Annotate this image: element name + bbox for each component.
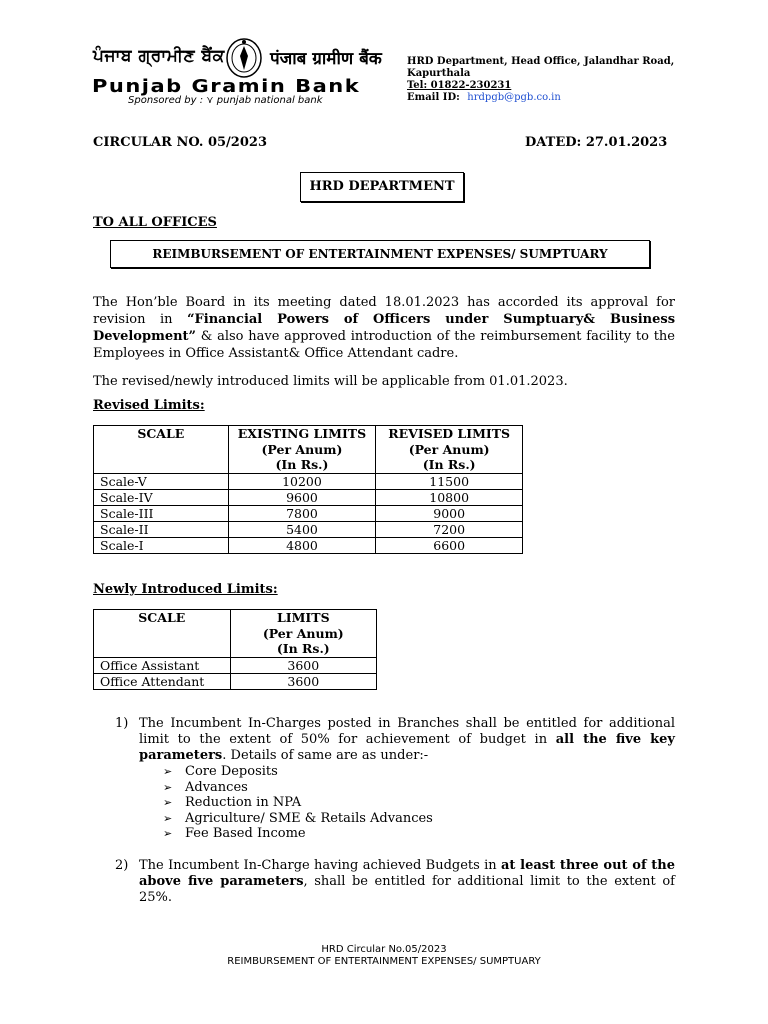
table-header-row bbox=[94, 426, 523, 474]
point-text-b: . Details of same are as under:- bbox=[222, 748, 429, 763]
list-item-text: Fee Based Income bbox=[185, 826, 306, 841]
revised-limits-table bbox=[93, 425, 523, 554]
table-row bbox=[94, 473, 523, 489]
table-row bbox=[94, 537, 523, 553]
point-text bbox=[139, 716, 675, 764]
intro-text-bold: “Financial Powers of Officers under Sumptuary& Business Development” bbox=[93, 312, 676, 344]
table-row bbox=[94, 521, 523, 537]
point-number: 1) bbox=[115, 716, 129, 731]
header-scale: SCALE bbox=[94, 426, 229, 474]
sponsor-line: Sponsored by : ⋎ punjab national bank bbox=[128, 95, 323, 106]
cell-revised: 11500 bbox=[376, 473, 523, 489]
circular-date: DATED: 27.01.2023 bbox=[525, 135, 668, 150]
subject-box: REIMBURSEMENT OF ENTERTAINMENT EXPENSES/ SUMPTUARY bbox=[110, 240, 650, 268]
address-line-1: HRD Department, Head Office, Jalandhar Road, bbox=[407, 56, 675, 67]
address-line-2: Kapurthala bbox=[407, 68, 471, 79]
header-limits: LIMITS (Per Anum) (In Rs.) bbox=[230, 610, 376, 658]
intro-paragraph bbox=[93, 294, 675, 362]
parameter-list bbox=[115, 764, 675, 842]
new-limits-table bbox=[93, 609, 377, 690]
point-1 bbox=[115, 716, 675, 764]
list-item-text: Core Deposits bbox=[185, 764, 278, 779]
arrow-bullet-icon: ➢ bbox=[163, 780, 173, 794]
department-box: HRD DEPARTMENT bbox=[300, 172, 464, 202]
list-item bbox=[163, 811, 675, 827]
table-row bbox=[94, 657, 377, 673]
list-item bbox=[163, 780, 675, 796]
footer-line-2: REIMBURSEMENT OF ENTERTAINMENT EXPENSES/ SUMPTUARY bbox=[227, 956, 541, 967]
cell-scale: Scale-III bbox=[94, 505, 229, 521]
revised-limits-heading: Revised Limits: bbox=[93, 398, 205, 413]
table-header-row bbox=[94, 610, 377, 658]
cell-scale: Scale-V bbox=[94, 473, 229, 489]
new-limits-heading: Newly Introduced Limits: bbox=[93, 582, 278, 597]
intro-text-b: & also have approved introduction of the reimbursement facility to the Employees in Office Assistant& Office Attendant cadre. bbox=[93, 329, 675, 361]
list-item-text: Advances bbox=[185, 779, 248, 795]
point-text-a: The Incumbent In-Charge having achieved Budgets in bbox=[139, 858, 501, 873]
cell-existing: 4800 bbox=[228, 537, 376, 553]
telephone: Tel: 01822-230231 bbox=[407, 80, 512, 91]
list-item bbox=[163, 795, 675, 811]
arrow-bullet-icon: ➢ bbox=[163, 765, 173, 778]
arrow-bullet-icon: ➢ bbox=[163, 811, 173, 825]
footer-line-1: HRD Circular No.05/2023 bbox=[321, 944, 447, 955]
cell-scale: Office Assistant bbox=[94, 657, 231, 673]
cell-existing: 10200 bbox=[228, 473, 376, 489]
email-label: Email ID: bbox=[407, 92, 460, 103]
header-scale: SCALE bbox=[94, 610, 231, 658]
cell-revised: 7200 bbox=[376, 521, 523, 537]
point-text-bold: all the five key parameters bbox=[139, 732, 675, 763]
table-row bbox=[94, 673, 377, 689]
cell-revised: 6600 bbox=[376, 537, 523, 553]
applicability-paragraph: The revised/newly introduced limits will be applicable from 01.01.2023. bbox=[93, 374, 568, 389]
circular-number: CIRCULAR NO. 05/2023 bbox=[93, 135, 267, 150]
arrow-bullet-icon: ➢ bbox=[163, 827, 173, 840]
list-item-text: Reduction in NPA bbox=[185, 795, 302, 810]
list-item-text: Agriculture/ SME & Retails Advances bbox=[185, 810, 433, 826]
point-2 bbox=[115, 858, 675, 906]
point-text-bold: at least three out of the above five parameters bbox=[139, 858, 675, 889]
cell-revised: 10800 bbox=[376, 489, 523, 505]
cell-limit: 3600 bbox=[230, 673, 376, 689]
bank-name-punjabi: ਪੰਜਾਬ ਗ੍ਰਾਮੀਣ ਬੈਂਕ bbox=[93, 46, 225, 66]
list-item bbox=[163, 764, 675, 780]
bank-name-english: Punjab Gramin Bank bbox=[92, 76, 361, 97]
point-text-a: The Incumbent In-Charges posted in Branches shall be entitled for additional limit to the extent of 50% for achievement of budget in bbox=[139, 716, 675, 747]
point-text-b: , shall be entitled for additional limit to the extent of 25%. bbox=[139, 874, 675, 905]
bank-emblem-icon bbox=[224, 36, 264, 80]
list-item bbox=[163, 826, 675, 842]
point-number: 2) bbox=[115, 858, 129, 873]
cell-scale: Scale-II bbox=[94, 521, 229, 537]
email-row bbox=[407, 91, 561, 104]
cell-existing: 7800 bbox=[228, 505, 376, 521]
cell-existing: 5400 bbox=[228, 521, 376, 537]
header-existing: EXISTING LIMITS (Per Anum) (In Rs.) bbox=[228, 426, 376, 474]
point-text bbox=[139, 858, 675, 906]
cell-limit: 3600 bbox=[230, 657, 376, 673]
cell-revised: 9000 bbox=[376, 505, 523, 521]
arrow-bullet-icon: ➢ bbox=[163, 796, 173, 809]
addressee: TO ALL OFFICES bbox=[93, 215, 217, 230]
email-link[interactable]: hrdpgb@pgb.co.in bbox=[467, 92, 561, 103]
intro-text-a: The Hon’ble Board in its meeting dated 18.01.2023 has accorded its approval for revision in bbox=[93, 295, 675, 327]
cell-scale: Scale-I bbox=[94, 537, 229, 553]
table-row bbox=[94, 489, 523, 505]
table-row bbox=[94, 505, 523, 521]
cell-existing: 9600 bbox=[228, 489, 376, 505]
cell-scale: Office Attendant bbox=[94, 673, 231, 689]
bank-name-hindi: पंजाब ग्रामीण बैंक bbox=[270, 49, 382, 69]
header-revised: REVISED LIMITS (Per Anum) (In Rs.) bbox=[376, 426, 523, 474]
cell-scale: Scale-IV bbox=[94, 489, 229, 505]
